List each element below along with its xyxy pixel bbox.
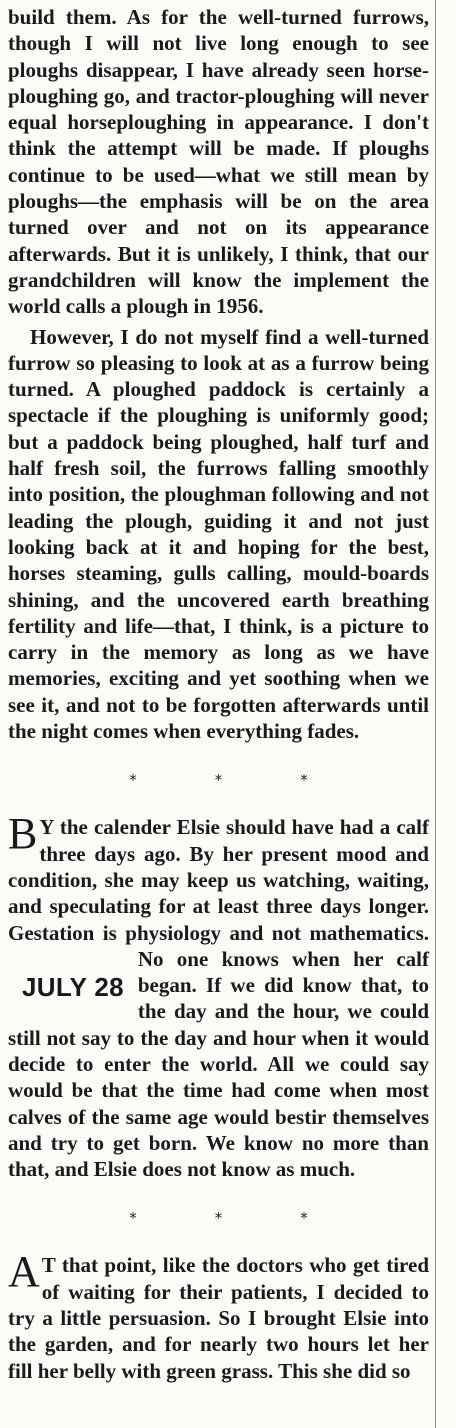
drop-cap: B <box>8 809 38 859</box>
separator-star: * <box>129 1209 137 1228</box>
paragraph-elsie-text-cont: one knows when her calf began. If we did know that, to the day and the hour, we could still not say to the day and hour when it would decide to enter the world. All we could say would be that the time had come when most calves of the same age would bestir themselves and try to get born. We know no more than that, and Elsie does not know as much. <box>8 946 429 1182</box>
separator-star: * <box>300 771 308 790</box>
paragraph-elsie-calf <box>8 809 429 1182</box>
separator-star: * <box>214 771 223 790</box>
paragraph-elsie-text: Y the calender Elsie should have had a calf three days ago. By her present mood and condition, she may keep us watching, waiting, and speculating for at least three days longer. Gestation is physiology and not mathematics. No <box>8 815 429 971</box>
section-separator <box>8 1208 429 1228</box>
separator-star: * <box>214 1209 223 1228</box>
paragraph-furrow: However, I do not myself find a well-turned furrow so pleasing to look at as a furrow being turned. A ploughed paddock is certainly a spectacle if the ploughing is uniformly good; but a paddock being ploughed, half turf and half fresh soil, the furrows falling smoothly into position, the ploughman following and not leading the plough, guiding it and not just looking back at it and hoping for the best, horses steaming, gulls calling, mould-boards shining, and the uncovered earth breathing fertility and life—that, I think, is a picture to carry in the memory as long as we have memories, exciting and yet soothing when we see it, and not to be forgotten afterwards until the night comes when everything fades. <box>8 324 429 744</box>
separator-star: * <box>300 1209 308 1228</box>
paragraph-persuasion-text: T that point, like the doctors who get tired of waiting for their patients, I decided to try a little persuasion. So I brought Elsie into the garden, and for nearly two hours let her fill her belly with green grass. This she did so <box>8 1253 429 1383</box>
drop-cap: A <box>8 1247 40 1297</box>
paragraph-persuasion <box>8 1247 429 1383</box>
paragraph-ploughs: build them. As for the well-turned furrows, though I will not live long enough to see ploughs disappear, I have already seen horse-ploughing go, and tractor-ploughing will never equal horseploughing in appearance. I don't think the attempt will be made. If ploughs continue to be used—what we still mean by ploughs—the emphasis will be on the area turned over and not on its appearance afterwards. But it is unlikely, I think, that our grandchildren will know the implement the world calls a plough in 1956. <box>8 5 429 319</box>
separator-star: * <box>129 771 137 790</box>
date-heading: JULY 28 <box>22 971 124 1002</box>
section-separator <box>8 770 429 790</box>
